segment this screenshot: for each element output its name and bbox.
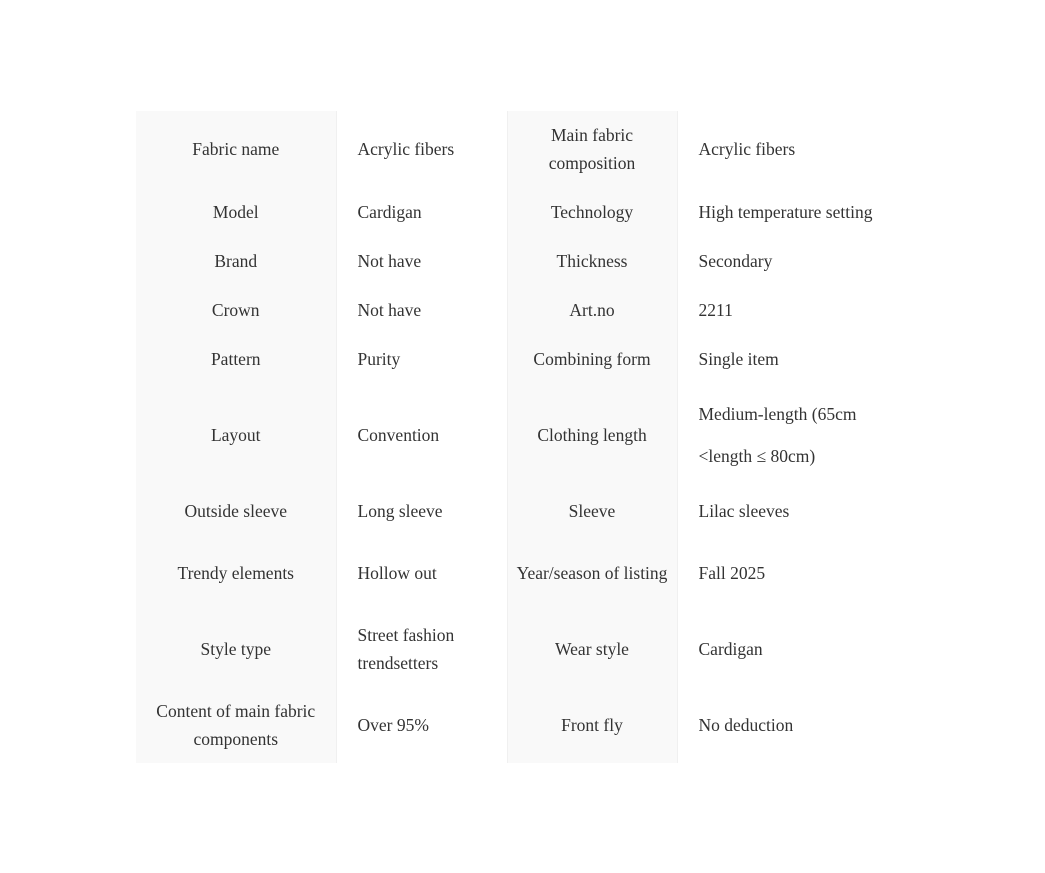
spec-value: Purity bbox=[357, 348, 401, 369]
spec-value: Not have bbox=[357, 299, 422, 320]
product-spec-table bbox=[136, 111, 906, 763]
spec-label: Brand bbox=[136, 236, 336, 285]
spec-value: Single item bbox=[698, 348, 779, 369]
spec-value: Acrylic fibers bbox=[357, 139, 455, 159]
spec-value: Cardigan bbox=[698, 639, 763, 659]
spec-label: Pattern bbox=[136, 334, 336, 383]
table-row bbox=[136, 486, 906, 535]
table-row bbox=[136, 687, 906, 763]
table-row bbox=[136, 334, 906, 383]
spec-value-line: Medium-length (65cm bbox=[698, 403, 857, 424]
spec-label: Fabric name bbox=[136, 111, 336, 187]
spec-label: Trendy elements bbox=[136, 535, 336, 611]
table-row bbox=[136, 383, 906, 486]
spec-value: 2211 bbox=[698, 299, 733, 320]
spec-value-line: <length ≤ 80cm) bbox=[698, 445, 816, 466]
spec-label: Crown bbox=[136, 285, 336, 334]
spec-value: Cardigan bbox=[357, 201, 422, 222]
spec-value: Long sleeve bbox=[357, 500, 443, 521]
spec-value-multiline bbox=[677, 383, 906, 486]
spec-value: Not have bbox=[357, 250, 422, 271]
spec-label: Thickness bbox=[507, 236, 677, 285]
spec-value: Acrylic fibers bbox=[698, 139, 796, 159]
spec-label: Art.no bbox=[507, 285, 677, 334]
spec-value: High temperature setting bbox=[698, 201, 873, 222]
table-row bbox=[136, 611, 906, 687]
spec-value: Secondary bbox=[698, 250, 773, 271]
spec-label: Year/season of listing bbox=[507, 535, 677, 611]
spec-label: Technology bbox=[507, 187, 677, 236]
spec-label: Combining form bbox=[507, 334, 677, 383]
spec-value: Fall 2025 bbox=[698, 563, 766, 583]
spec-label: Clothing length bbox=[507, 383, 677, 486]
spec-label: Outside sleeve bbox=[136, 486, 336, 535]
spec-label: Wear style bbox=[507, 611, 677, 687]
spec-label: Model bbox=[136, 187, 336, 236]
spec-value: Street fashion trendsetters bbox=[357, 625, 455, 673]
table-row bbox=[136, 236, 906, 285]
spec-label: Main fabric composition bbox=[507, 111, 677, 187]
spec-label: Front fly bbox=[507, 687, 677, 763]
table-row bbox=[136, 187, 906, 236]
spec-value: Over 95% bbox=[357, 715, 429, 735]
spec-value: No deduction bbox=[698, 715, 794, 735]
spec-value: Hollow out bbox=[357, 563, 437, 583]
spec-label: Content of main fabric components bbox=[136, 687, 336, 763]
spec-value: Lilac sleeves bbox=[698, 500, 790, 521]
table-row bbox=[136, 111, 906, 187]
spec-label: Layout bbox=[136, 383, 336, 486]
spec-label: Style type bbox=[136, 611, 336, 687]
spec-value: Convention bbox=[357, 424, 440, 445]
spec-label: Sleeve bbox=[507, 486, 677, 535]
table-row bbox=[136, 285, 906, 334]
table-row bbox=[136, 535, 906, 611]
